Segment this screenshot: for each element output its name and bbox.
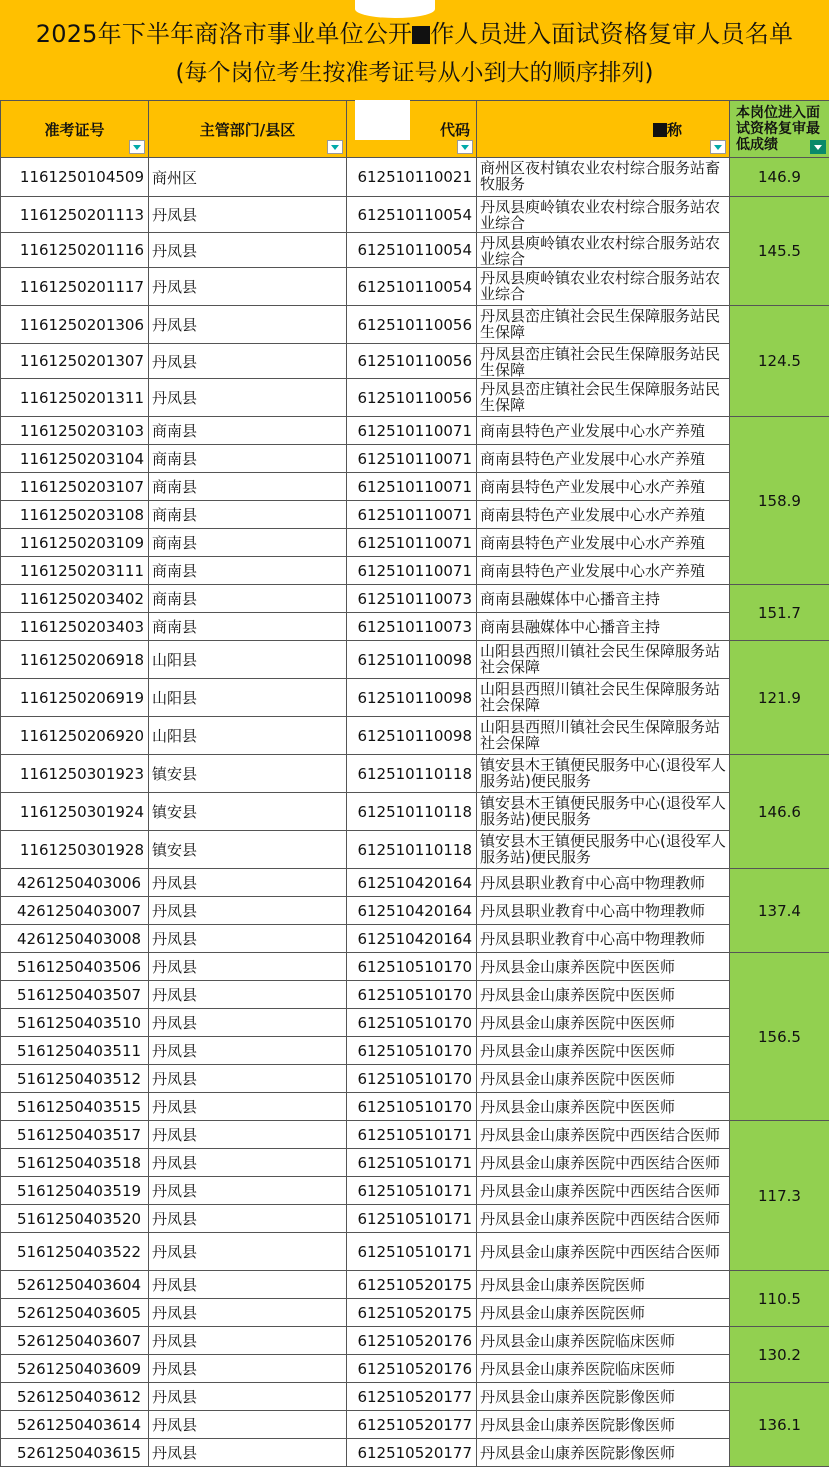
exam-id-cell[interactable]: 1161250201113: [1, 197, 149, 233]
table-row: [1, 1271, 829, 1299]
position-name-cell[interactable]: 丹凤县金山康养医院中医医师: [477, 1037, 730, 1065]
code-cell[interactable]: 612510110098: [347, 717, 477, 755]
code-cell[interactable]: 612510110071: [347, 501, 477, 529]
min-score-cell[interactable]: 156.5: [730, 953, 829, 1121]
dept-cell[interactable]: 丹凤县: [149, 1205, 347, 1233]
dept-cell[interactable]: 商南县: [149, 473, 347, 501]
dept-cell[interactable]: 丹凤县: [149, 1065, 347, 1093]
table-row: [1, 1439, 829, 1467]
candidate-table: [0, 100, 829, 1467]
exam-id-cell[interactable]: 1161250201311: [1, 379, 149, 417]
table-row: [1, 1093, 829, 1121]
dept-cell[interactable]: 商南县: [149, 529, 347, 557]
table-row: [1, 831, 829, 869]
table-row: [1, 1037, 829, 1065]
exam-id-cell[interactable]: 1161250203108: [1, 501, 149, 529]
position-name-cell[interactable]: 镇安县木王镇便民服务中心(退役军人服务站)便民服务: [477, 793, 730, 831]
dept-cell[interactable]: 丹凤县: [149, 1383, 347, 1411]
code-cell[interactable]: 612510110098: [347, 641, 477, 679]
table-row: [1, 1355, 829, 1383]
dept-cell[interactable]: 丹凤县: [149, 1411, 347, 1439]
table-row: [1, 501, 829, 529]
column-label: 代码: [440, 121, 470, 139]
position-name-cell[interactable]: 商南县特色产业发展中心水产养殖: [477, 501, 730, 529]
min-score-cell[interactable]: 130.2: [730, 1327, 829, 1383]
dept-cell[interactable]: 丹凤县: [149, 197, 347, 233]
obscured-area: [355, 100, 410, 140]
table-row: [1, 1383, 829, 1411]
table-row: [1, 613, 829, 641]
code-cell[interactable]: 612510520176: [347, 1355, 477, 1383]
filter-dropdown-icon[interactable]: [327, 140, 343, 154]
dept-cell[interactable]: 丹凤县: [149, 1233, 347, 1271]
position-name-cell[interactable]: 商南县融媒体中心播音主持: [477, 585, 730, 613]
dept-cell[interactable]: 丹凤县: [149, 1149, 347, 1177]
min-score-cell[interactable]: 146.6: [730, 755, 829, 869]
exam-id-cell[interactable]: 5161250403518: [1, 1149, 149, 1177]
code-cell[interactable]: 612510110021: [347, 158, 477, 197]
exam-id-cell[interactable]: 5161250403510: [1, 1009, 149, 1037]
position-name-cell[interactable]: 丹凤县庾岭镇农业农村综合服务站农业综合: [477, 197, 730, 233]
code-cell[interactable]: 612510110071: [347, 445, 477, 473]
dept-cell[interactable]: 商州区: [149, 158, 347, 197]
table-row: [1, 529, 829, 557]
table-row: [1, 268, 829, 306]
table-row: [1, 473, 829, 501]
position-name-cell[interactable]: 丹凤县金山康养医院中医医师: [477, 1009, 730, 1037]
position-name-cell[interactable]: 商南县特色产业发展中心水产养殖: [477, 473, 730, 501]
code-cell[interactable]: 612510510170: [347, 1093, 477, 1121]
exam-id-cell[interactable]: 5261250403614: [1, 1411, 149, 1439]
position-name-cell[interactable]: 商南县融媒体中心播音主持: [477, 613, 730, 641]
dept-cell[interactable]: 山阳县: [149, 717, 347, 755]
min-score-cell[interactable]: 151.7: [730, 585, 829, 641]
exam-id-cell[interactable]: 1161250206920: [1, 717, 149, 755]
exam-id-cell[interactable]: 1161250203402: [1, 585, 149, 613]
table-row: [1, 197, 829, 233]
column-label: 本岗位进入面试资格复审最低成绩: [736, 105, 820, 153]
dept-cell[interactable]: 商南县: [149, 501, 347, 529]
exam-id-cell[interactable]: 1161250203104: [1, 445, 149, 473]
position-name-cell[interactable]: 山阳县西照川镇社会民生保障服务站社会保障: [477, 717, 730, 755]
position-name-cell[interactable]: 丹凤县职业教育中心高中物理教师: [477, 897, 730, 925]
exam-id-cell[interactable]: 1161250301923: [1, 755, 149, 793]
min-score-cell[interactable]: 158.9: [730, 417, 829, 585]
code-cell[interactable]: 612510110118: [347, 793, 477, 831]
position-name-cell[interactable]: 丹凤县庾岭镇农业农村综合服务站农业综合: [477, 233, 730, 268]
position-name-cell[interactable]: 丹凤县峦庄镇社会民生保障服务站民生保障: [477, 344, 730, 379]
min-score-cell[interactable]: 136.1: [730, 1383, 829, 1467]
column-header-score: [730, 101, 829, 158]
table-row: [1, 1205, 829, 1233]
exam-id-cell[interactable]: 1161250104509: [1, 158, 149, 197]
exam-id-cell[interactable]: 5261250403612: [1, 1383, 149, 1411]
min-score-cell[interactable]: 124.5: [730, 306, 829, 417]
position-name-cell[interactable]: 山阳县西照川镇社会民生保障服务站社会保障: [477, 679, 730, 717]
dept-cell[interactable]: 山阳县: [149, 641, 347, 679]
dept-cell[interactable]: 丹凤县: [149, 268, 347, 306]
code-cell[interactable]: 612510110071: [347, 529, 477, 557]
code-cell[interactable]: 612510510170: [347, 953, 477, 981]
position-name-cell[interactable]: 丹凤县金山康养医院影像医师: [477, 1383, 730, 1411]
dept-cell[interactable]: 丹凤县: [149, 1037, 347, 1065]
position-name-cell[interactable]: 商南县特色产业发展中心水产养殖: [477, 417, 730, 445]
code-cell[interactable]: 612510520175: [347, 1299, 477, 1327]
position-name-cell[interactable]: 丹凤县金山康养医院中医医师: [477, 1093, 730, 1121]
code-cell[interactable]: 612510510170: [347, 1037, 477, 1065]
code-cell[interactable]: 612510520175: [347, 1271, 477, 1299]
exam-id-cell[interactable]: 1161250301928: [1, 831, 149, 869]
table-row: [1, 793, 829, 831]
exam-id-cell[interactable]: 1161250201306: [1, 306, 149, 344]
header-row: [1, 101, 829, 158]
position-name-cell[interactable]: 丹凤县金山康养医院中西医结合医师: [477, 1121, 730, 1149]
exam-id-cell[interactable]: 1161250201116: [1, 233, 149, 268]
position-name-cell[interactable]: 丹凤县职业教育中心高中物理教师: [477, 869, 730, 897]
table-row: [1, 925, 829, 953]
dept-cell[interactable]: 丹凤县: [149, 897, 347, 925]
dept-cell[interactable]: 商南县: [149, 585, 347, 613]
dept-cell[interactable]: 丹凤县: [149, 1121, 347, 1149]
code-cell[interactable]: 612510520176: [347, 1327, 477, 1355]
code-cell[interactable]: 612510510171: [347, 1121, 477, 1149]
position-name-cell[interactable]: 丹凤县庾岭镇农业农村综合服务站农业综合: [477, 268, 730, 306]
code-cell[interactable]: 612510420164: [347, 897, 477, 925]
redaction-mark: [653, 123, 667, 137]
exam-id-cell[interactable]: 5261250403607: [1, 1327, 149, 1355]
column-label: 称: [667, 121, 682, 139]
code-cell[interactable]: 612510510171: [347, 1205, 477, 1233]
position-name-cell[interactable]: 丹凤县金山康养医院中西医结合医师: [477, 1233, 730, 1271]
exam-id-cell[interactable]: 4261250403007: [1, 897, 149, 925]
exam-id-cell[interactable]: 5261250403615: [1, 1439, 149, 1467]
dept-cell[interactable]: 山阳县: [149, 679, 347, 717]
code-cell[interactable]: 612510110054: [347, 233, 477, 268]
dept-cell[interactable]: 丹凤县: [149, 1009, 347, 1037]
filter-dropdown-icon[interactable]: [129, 140, 145, 154]
table-row: [1, 1149, 829, 1177]
filter-dropdown-icon[interactable]: [457, 140, 473, 154]
table-row: [1, 585, 829, 613]
position-name-cell[interactable]: 丹凤县金山康养医院临床医师: [477, 1355, 730, 1383]
code-cell[interactable]: 612510110071: [347, 557, 477, 585]
exam-id-cell[interactable]: 1161250203109: [1, 529, 149, 557]
dept-cell[interactable]: 镇安县: [149, 755, 347, 793]
column-label: 主管部门/县区: [200, 121, 295, 139]
position-name-cell[interactable]: 丹凤县金山康养医院医师: [477, 1271, 730, 1299]
table-row: [1, 445, 829, 473]
code-cell[interactable]: 612510110071: [347, 417, 477, 445]
code-cell[interactable]: 612510110073: [347, 613, 477, 641]
position-name-cell[interactable]: 丹凤县金山康养医院中医医师: [477, 981, 730, 1009]
exam-id-cell[interactable]: 1161250206919: [1, 679, 149, 717]
code-cell[interactable]: 612510510171: [347, 1177, 477, 1205]
table-row: [1, 379, 829, 417]
position-name-cell[interactable]: 商南县特色产业发展中心水产养殖: [477, 557, 730, 585]
obscured-area: [355, 0, 435, 18]
position-name-cell[interactable]: 镇安县木王镇便民服务中心(退役军人服务站)便民服务: [477, 831, 730, 869]
redaction-mark: [412, 26, 430, 44]
code-cell[interactable]: 612510110073: [347, 585, 477, 613]
table-row: [1, 679, 829, 717]
exam-id-cell[interactable]: 5161250403511: [1, 1037, 149, 1065]
position-name-cell[interactable]: 丹凤县金山康养医院影像医师: [477, 1411, 730, 1439]
dept-cell[interactable]: 丹凤县: [149, 306, 347, 344]
code-cell[interactable]: 612510110118: [347, 755, 477, 793]
min-score-cell[interactable]: 146.9: [730, 158, 829, 197]
exam-id-cell[interactable]: 1161250206918: [1, 641, 149, 679]
table-row: [1, 641, 829, 679]
column-header-name: [477, 101, 730, 158]
code-cell[interactable]: 612510110098: [347, 679, 477, 717]
code-cell[interactable]: 612510510171: [347, 1233, 477, 1271]
table-row: [1, 1065, 829, 1093]
code-cell[interactable]: 612510520177: [347, 1411, 477, 1439]
dept-cell[interactable]: 商南县: [149, 613, 347, 641]
exam-id-cell[interactable]: 1161250201117: [1, 268, 149, 306]
exam-id-cell[interactable]: 5261250403604: [1, 1271, 149, 1299]
dept-cell[interactable]: 丹凤县: [149, 1439, 347, 1467]
code-cell[interactable]: 612510520177: [347, 1439, 477, 1467]
table-row: [1, 158, 829, 197]
code-cell[interactable]: 612510110054: [347, 197, 477, 233]
code-cell[interactable]: 612510110118: [347, 831, 477, 869]
filter-dropdown-icon[interactable]: [710, 140, 726, 154]
title-suffix: 作人员进入面试资格复审人员名单: [430, 20, 793, 48]
table-row: [1, 306, 829, 344]
code-cell[interactable]: 612510110056: [347, 344, 477, 379]
dept-cell[interactable]: 丹凤县: [149, 1327, 347, 1355]
position-name-cell[interactable]: 丹凤县峦庄镇社会民生保障服务站民生保障: [477, 306, 730, 344]
exam-id-cell[interactable]: 5161250403517: [1, 1121, 149, 1149]
exam-id-cell[interactable]: 1161250203103: [1, 417, 149, 445]
dept-cell[interactable]: 丹凤县: [149, 1271, 347, 1299]
table-row: [1, 1327, 829, 1355]
exam-id-cell[interactable]: 5261250403609: [1, 1355, 149, 1383]
code-cell[interactable]: 612510510170: [347, 1065, 477, 1093]
min-score-cell[interactable]: 110.5: [730, 1271, 829, 1327]
dept-cell[interactable]: 丹凤县: [149, 1299, 347, 1327]
exam-id-cell[interactable]: 1161250201307: [1, 344, 149, 379]
position-name-cell[interactable]: 丹凤县金山康养医院医师: [477, 1299, 730, 1327]
position-name-cell[interactable]: 丹凤县金山康养医院中西医结合医师: [477, 1149, 730, 1177]
min-score-cell[interactable]: 145.5: [730, 197, 829, 306]
dept-cell[interactable]: 商南县: [149, 557, 347, 585]
table-row: [1, 953, 829, 981]
code-cell[interactable]: 612510520177: [347, 1383, 477, 1411]
dept-cell[interactable]: 镇安县: [149, 793, 347, 831]
dept-cell[interactable]: 丹凤县: [149, 925, 347, 953]
dept-cell[interactable]: 丹凤县: [149, 1355, 347, 1383]
table-row: [1, 1177, 829, 1205]
title-prefix: 2025年下半年商洛市事业单位公开: [36, 20, 412, 48]
dept-cell[interactable]: 丹凤县: [149, 981, 347, 1009]
dept-cell[interactable]: 丹凤县: [149, 869, 347, 897]
dept-cell[interactable]: 丹凤县: [149, 379, 347, 417]
position-name-cell[interactable]: 丹凤县金山康养医院中西医结合医师: [477, 1205, 730, 1233]
position-name-cell[interactable]: 丹凤县金山康养医院中西医结合医师: [477, 1177, 730, 1205]
table-row: [1, 344, 829, 379]
position-name-cell[interactable]: 丹凤县职业教育中心高中物理教师: [477, 925, 730, 953]
exam-id-cell[interactable]: 5161250403520: [1, 1205, 149, 1233]
position-name-cell[interactable]: 商州区夜村镇农业农村综合服务站畜牧服务: [477, 158, 730, 197]
table-row: [1, 1299, 829, 1327]
exam-id-cell[interactable]: 1161250203107: [1, 473, 149, 501]
table-row: [1, 755, 829, 793]
position-name-cell[interactable]: 丹凤县金山康养医院中医医师: [477, 1065, 730, 1093]
column-header-exam-id: [1, 101, 149, 158]
table-row: [1, 557, 829, 585]
table-row: [1, 717, 829, 755]
dept-cell[interactable]: 丹凤县: [149, 344, 347, 379]
exam-id-cell[interactable]: 1161250301924: [1, 793, 149, 831]
exam-id-cell[interactable]: 5161250403522: [1, 1233, 149, 1271]
code-cell[interactable]: 612510510171: [347, 1149, 477, 1177]
table-row: [1, 233, 829, 268]
exam-id-cell[interactable]: 5161250403507: [1, 981, 149, 1009]
exam-id-cell[interactable]: 4261250403006: [1, 869, 149, 897]
position-name-cell[interactable]: 丹凤县金山康养医院中医医师: [477, 953, 730, 981]
dept-cell[interactable]: 镇安县: [149, 831, 347, 869]
dept-cell[interactable]: 商南县: [149, 417, 347, 445]
code-cell[interactable]: 612510110056: [347, 379, 477, 417]
position-name-cell[interactable]: 丹凤县金山康养医院影像医师: [477, 1439, 730, 1467]
position-name-cell[interactable]: 山阳县西照川镇社会民生保障服务站社会保障: [477, 641, 730, 679]
code-cell[interactable]: 612510510170: [347, 981, 477, 1009]
code-cell[interactable]: 612510420164: [347, 869, 477, 897]
dept-cell[interactable]: 丹凤县: [149, 1093, 347, 1121]
code-cell[interactable]: 612510110056: [347, 306, 477, 344]
dept-cell[interactable]: 丹凤县: [149, 233, 347, 268]
exam-id-cell[interactable]: 5161250403506: [1, 953, 149, 981]
code-cell[interactable]: 612510110071: [347, 473, 477, 501]
table-row: [1, 417, 829, 445]
code-cell[interactable]: 612510110054: [347, 268, 477, 306]
filter-active-icon[interactable]: [810, 140, 826, 154]
dept-cell[interactable]: 丹凤县: [149, 953, 347, 981]
dept-cell[interactable]: 丹凤县: [149, 1177, 347, 1205]
dept-cell[interactable]: 商南县: [149, 445, 347, 473]
min-score-cell[interactable]: 117.3: [730, 1121, 829, 1271]
position-name-cell[interactable]: 商南县特色产业发展中心水产养殖: [477, 445, 730, 473]
page-title: [0, 14, 829, 49]
table-row: [1, 869, 829, 897]
position-name-cell[interactable]: 商南县特色产业发展中心水产养殖: [477, 529, 730, 557]
table-row: [1, 1411, 829, 1439]
exam-id-cell[interactable]: 4261250403008: [1, 925, 149, 953]
exam-id-cell[interactable]: 5161250403512: [1, 1065, 149, 1093]
position-name-cell[interactable]: 丹凤县峦庄镇社会民生保障服务站民生保障: [477, 379, 730, 417]
exam-id-cell[interactable]: 5161250403519: [1, 1177, 149, 1205]
page-subtitle: (每个岗位考生按准考证号从小到大的顺序排列): [0, 54, 829, 87]
column-header-dept: [149, 101, 347, 158]
table-row: [1, 1121, 829, 1149]
code-cell[interactable]: 612510420164: [347, 925, 477, 953]
exam-id-cell[interactable]: 1161250203403: [1, 613, 149, 641]
min-score-cell[interactable]: 137.4: [730, 869, 829, 953]
code-cell[interactable]: 612510510170: [347, 1009, 477, 1037]
table-row: [1, 1233, 829, 1271]
table-row: [1, 981, 829, 1009]
position-name-cell[interactable]: 丹凤县金山康养医院临床医师: [477, 1327, 730, 1355]
table-row: [1, 1009, 829, 1037]
min-score-cell[interactable]: 121.9: [730, 641, 829, 755]
exam-id-cell[interactable]: 5161250403515: [1, 1093, 149, 1121]
exam-id-cell[interactable]: 1161250203111: [1, 557, 149, 585]
column-label: 准考证号: [44, 121, 104, 139]
position-name-cell[interactable]: 镇安县木王镇便民服务中心(退役军人服务站)便民服务: [477, 755, 730, 793]
table-row: [1, 897, 829, 925]
exam-id-cell[interactable]: 5261250403605: [1, 1299, 149, 1327]
